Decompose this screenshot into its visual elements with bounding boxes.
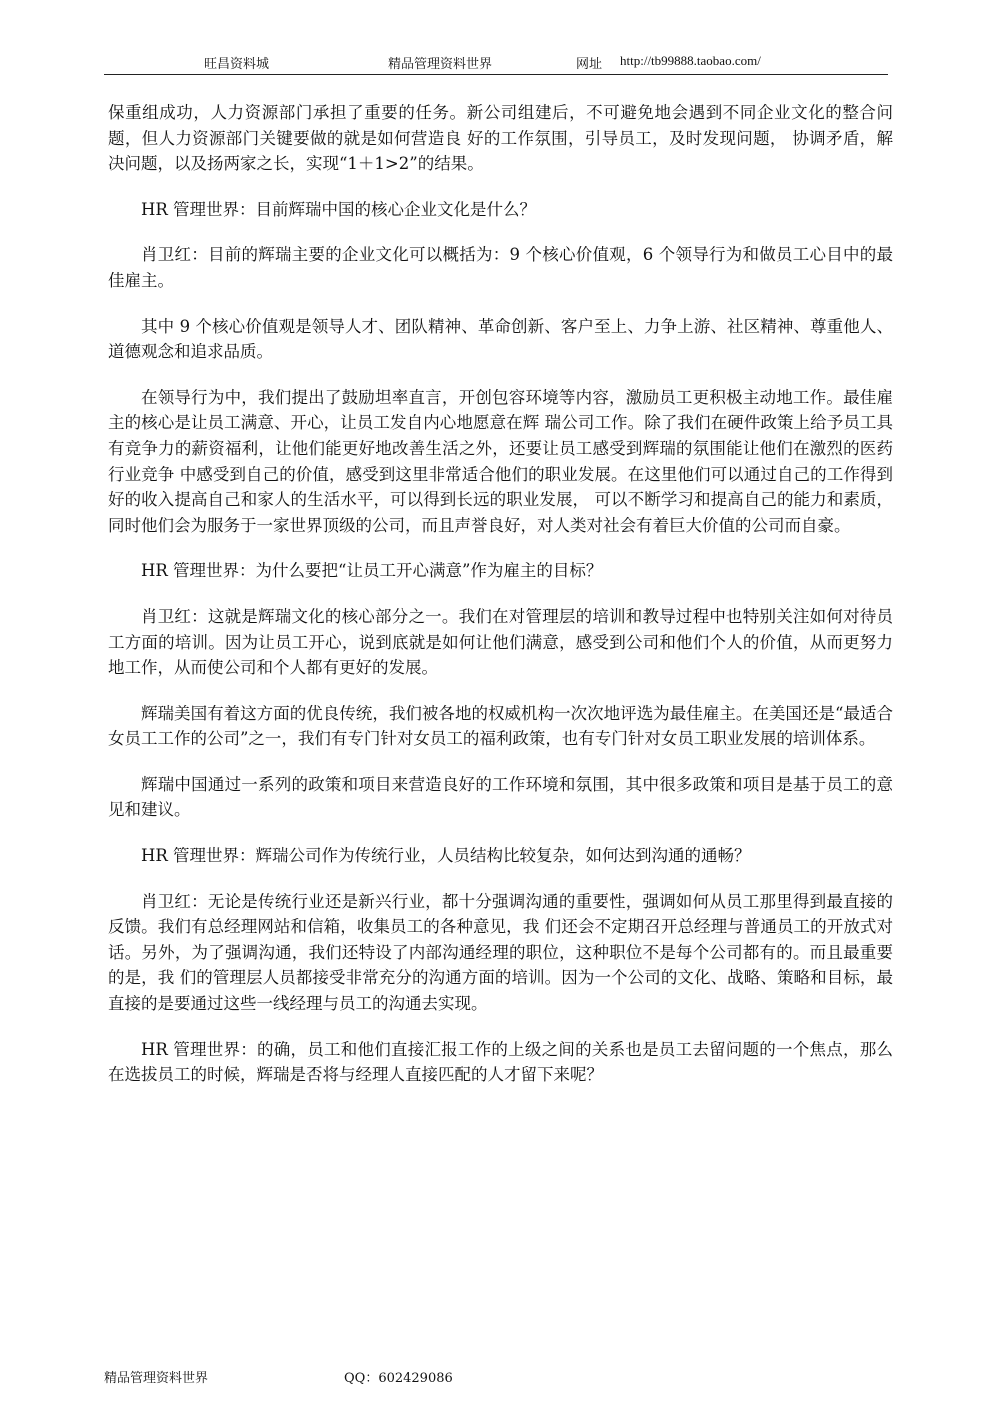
paragraph-12-question: HR 管理世界：的确，员工和他们直接汇报工作的上级之间的关系也是员工去留问题的一个焦点，那么在选拔员工的时候，辉瑞是否将与经理人直接匹配的人才留下来呢？ <box>108 1039 893 1085</box>
article-body <box>108 100 893 1108</box>
header-url-link[interactable]: http://tb99888.taobao.com/ <box>620 53 761 68</box>
paragraph-2-question: HR 管理世界：目前辉瑞中国的核心企业文化是什么？ <box>141 199 537 219</box>
page-header <box>104 50 888 75</box>
paragraph-9: 辉瑞中国通过一系列的政策和项目来营造良好的工作环境和氛围，其中很多政策和项目是基于员工的意见和建议。 <box>108 774 893 820</box>
paragraph-4: 其中 9 个核心价值观是领导人才、团队精神、革命创新、客户至上、力争上游、社区精神、尊重他人、道德观念和追求品质。 <box>108 316 893 362</box>
paragraph-11-answer: 肖卫红：无论是传统行业还是新兴行业，都十分强调沟通的重要性，强调如何从员工那里得到最直接的反馈。我们有总经理网站和信箱，收集员工的各种意见，我 们还会不定期召开总经理与普通员工的开放式对话。另外，为了强调沟通，我们还特设了内部沟通经理的职位，这种职位不是每个公司都有的。而且最重要的是，我 们的管理层人员都接受非常充分的沟通方面的培训。因为一个公司的文化、战略、策略和目标，最直接的是要通过这些一线经理与员工的沟通去实现。 <box>108 891 893 1014</box>
paragraph-1: 保重组成功，人力资源部门承担了重要的任务。新公司组建后，不可避免地会遇到不同企业文化的整合问题，但人力资源部门关键要做的就是如何营造良 好的工作氛围，引导员工，及时发现问题， 协调矛盾，解决问题，以及扬两家之长，实现“1＋1>2”的结果。 <box>108 103 893 174</box>
footer-site-name: 精品管理资料世界 <box>104 1371 209 1386</box>
paragraph-10-question: HR 管理世界：辉瑞公司作为传统行业，人员结构比较复杂，如何达到沟通的通畅？ <box>141 846 751 866</box>
header-shop-name: 旺昌资料城 <box>204 57 270 72</box>
paragraph-7-answer: 肖卫红：这就是辉瑞文化的核心部分之一。我们在对管理层的培训和教导过程中也特别关注如何对待员工方面的培训。因为让员工开心，说到底就是如何让他们满意，感受到公司和他们个人的价值，从而更努力地工作，从而使公司和个人都有更好的发展。 <box>108 606 893 678</box>
header-site-name: 精品管理资料世界 <box>388 57 493 72</box>
header-url-label: 网址 <box>576 57 603 72</box>
paragraph-3-answer: 肖卫红：目前的辉瑞主要的企业文化可以概括为：9 个核心价值观，6 个领导行为和做员工心目中的最佳雇主。 <box>108 245 893 290</box>
footer-qq: QQ：602429086 <box>344 1371 453 1386</box>
paragraph-8: 辉瑞美国有着这方面的优良传统，我们被各地的权威机构一次次地评选为最佳雇主。在美国还是“最适合女员工工作的公司”之一，我们有专门针对女员工的福利政策，也有专门针对女员工职业发展的培训体系。 <box>108 703 893 749</box>
paragraph-6-question: HR 管理世界：为什么要把“让员工开心满意”作为雇主的目标？ <box>141 561 603 581</box>
paragraph-5: 在领导行为中，我们提出了鼓励坦率直言，开创包容环境等内容，激励员工更积极主动地工作。最佳雇主的核心是让员工满意、开心，让员工发自内心地愿意在辉 瑞公司工作。除了我们在硬件政策上给予员工具有竞争力的薪资福利，让他们能更好地改善生活之外，还要让员工感受到辉瑞的氛围能让他们在激烈的医药行业竞争 中感受到自己的价值，感受到这里非常适合他们的职业发展。在这里他们可以通过自己的工作得到好的收入提高自己和家人的生活水平，可以得到长远的职业发展， 可以不断学习和提高自己的能力和素质，同时他们会为服务于一家世界顶级的公司，而且声誉良好，对人类对社会有着巨大价值的公司而自豪。 <box>108 387 893 535</box>
